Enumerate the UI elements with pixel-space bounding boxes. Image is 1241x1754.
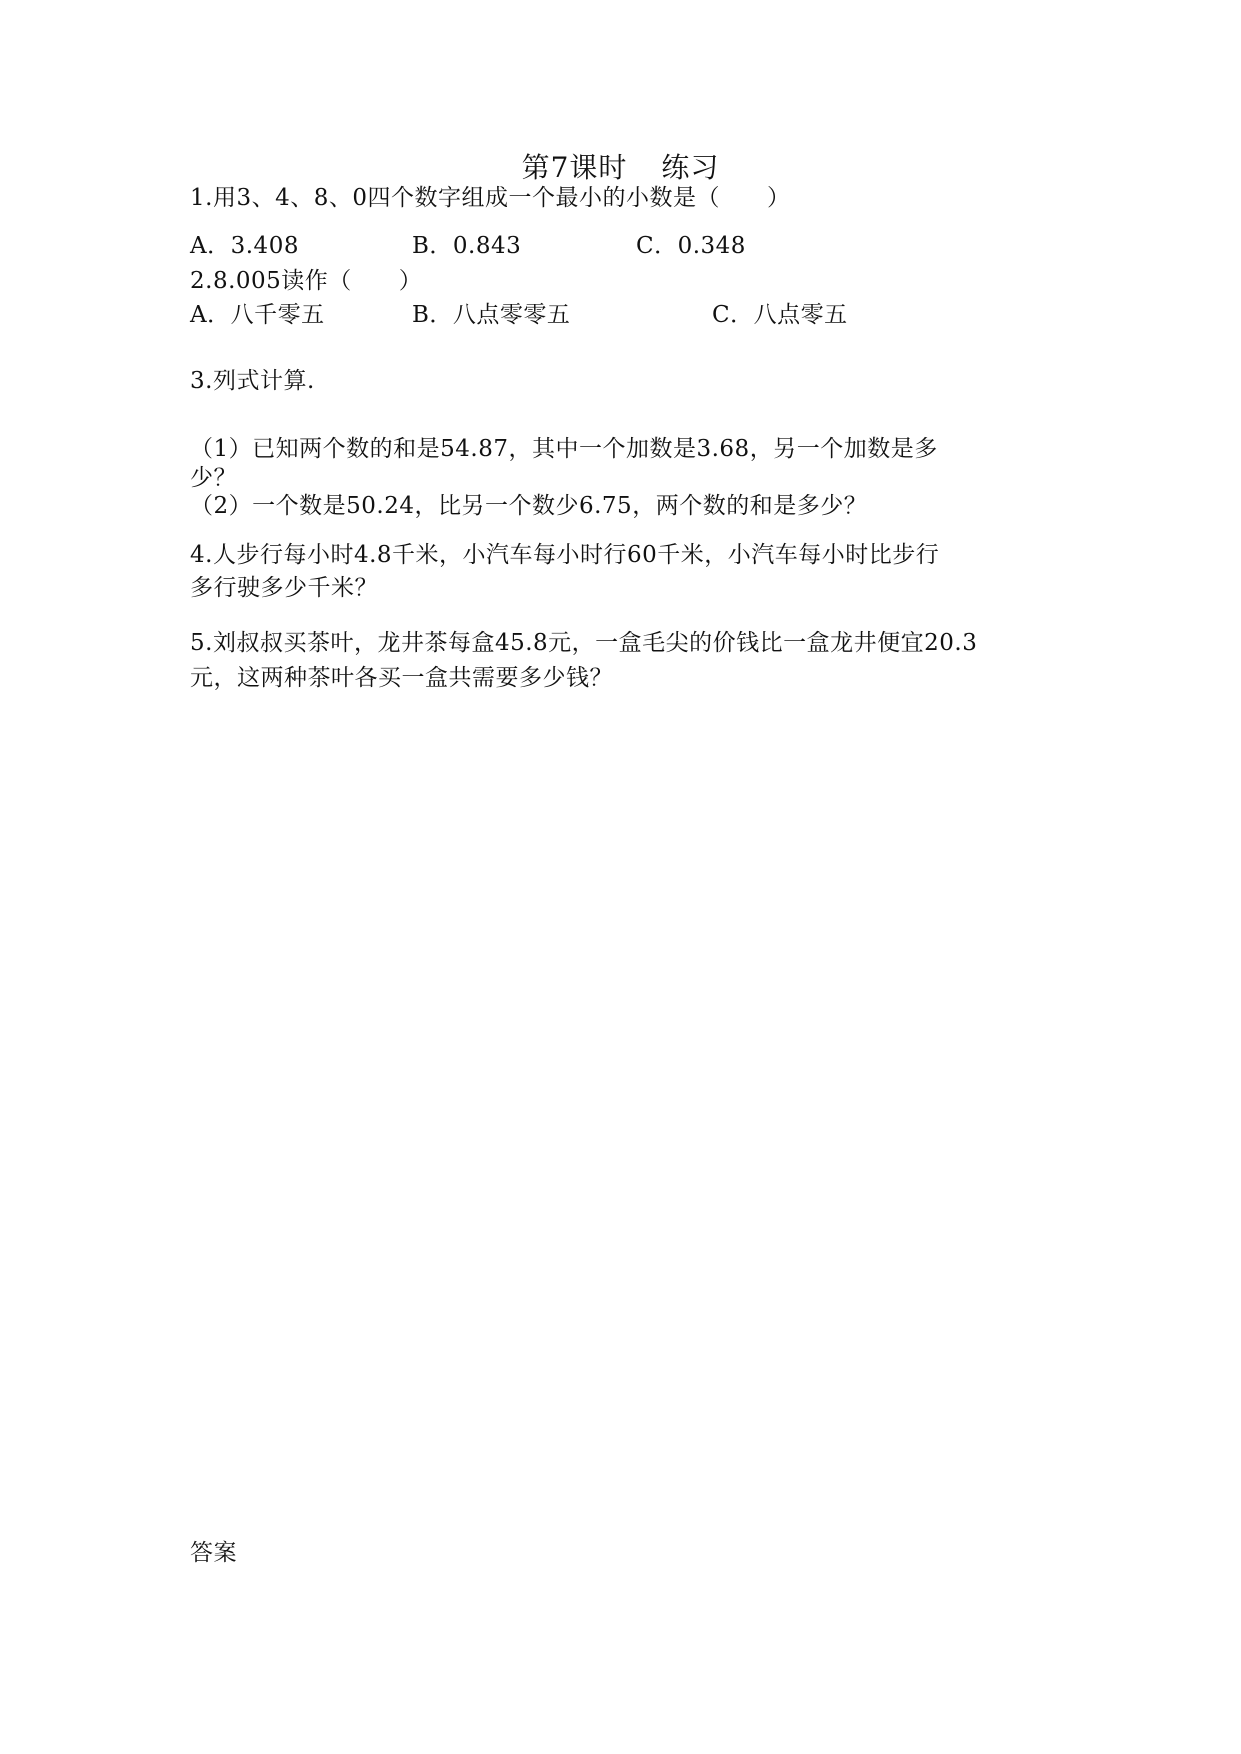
question-1-stem: 1.用3、4、8、0四个数字组成一个最小的小数是（ ） bbox=[190, 185, 791, 211]
title-lesson: 第7课时 bbox=[521, 151, 628, 184]
question-2-option-b: B．八点零零五 bbox=[412, 302, 571, 328]
question-3-sub1-line2: 少？ bbox=[190, 465, 237, 491]
question-3-sub2: （2）一个数是50.24，比另一个数少6.75，两个数的和是多少？ bbox=[190, 493, 868, 519]
answer-heading: 答案 bbox=[190, 1540, 237, 1566]
page-title bbox=[0, 150, 1241, 186]
question-3-stem: 3.列式计算. bbox=[190, 368, 315, 394]
title-practice: 练习 bbox=[661, 151, 720, 184]
question-2-option-c: C．八点零五 bbox=[712, 302, 848, 328]
question-1-option-b: B．0.843 bbox=[412, 233, 522, 259]
question-2-option-a: A．八千零五 bbox=[190, 302, 325, 328]
question-5-line2: 元，这两种茶叶各买一盒共需要多少钱？ bbox=[190, 665, 613, 691]
question-5-line1: 5.刘叔叔买茶叶，龙井茶每盒45.8元，一盒毛尖的价钱比一盒龙井便宜20.3 bbox=[190, 630, 978, 656]
question-1-option-a: A．3.408 bbox=[190, 233, 299, 259]
question-2-stem: 2.8.005读作（ ） bbox=[190, 268, 423, 294]
question-3-sub1-line1: （1）已知两个数的和是54.87，其中一个加数是3.68，另一个加数是多 bbox=[190, 436, 938, 462]
question-1-option-c: C．0.348 bbox=[636, 233, 746, 259]
question-4-line2: 多行驶多少千米？ bbox=[190, 575, 378, 601]
question-4-line1: 4.人步行每小时4.8千米，小汽车每小时行60千米，小汽车每小时比步行 bbox=[190, 542, 940, 568]
